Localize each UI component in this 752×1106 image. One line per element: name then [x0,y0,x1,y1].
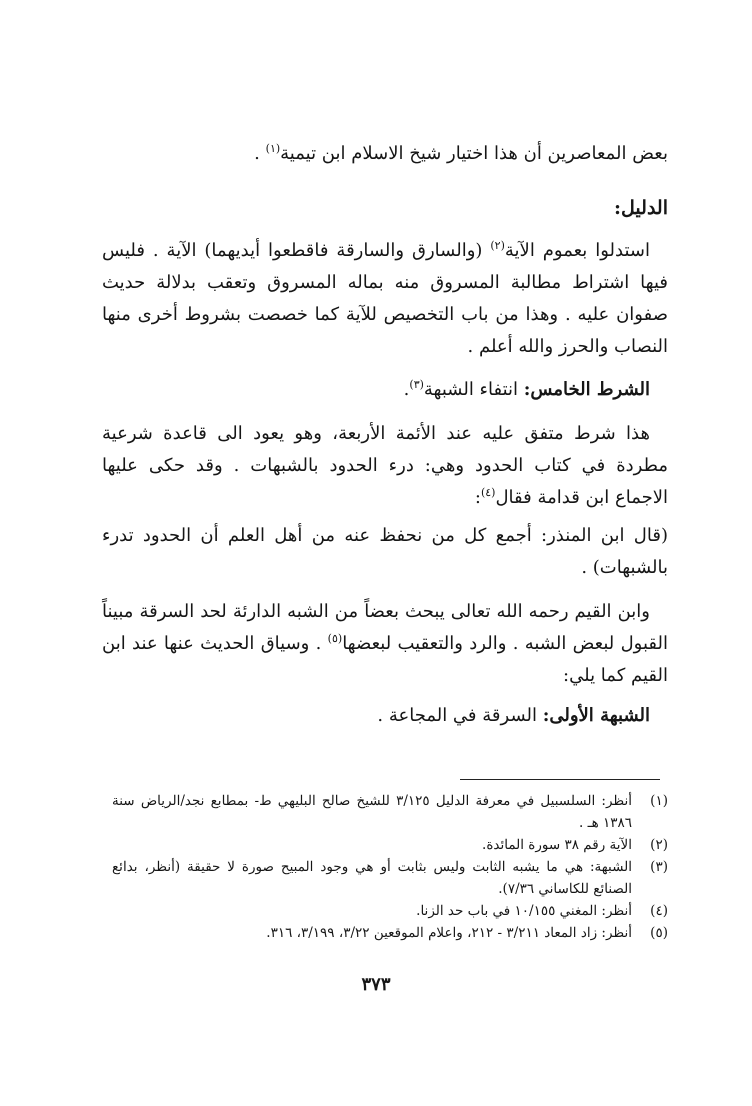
footnote-ref-3: (٣) [409,378,424,391]
footnote-number: (٢) [650,837,668,853]
footnote-text: الآية رقم ٣٨ سورة المائدة. [482,837,632,853]
footnote-text: الشبهة: هي ما يشبه الثابت وليس بثابت أو هي وجود المبيح صورة لا حقيقة (أنظر، بدائع الصنائع للكاساني ٧/٣٦). [112,859,632,897]
paragraph-intro [102,138,668,170]
paragraph-ibn-qayyim [102,596,668,692]
page-number: ٣٧٣ [361,974,391,995]
footnote-ref-5: (٥) [327,632,343,645]
fifth-condition-label: الشرط الخامس: [523,379,650,400]
paragraph-consensus [102,418,668,514]
footnote-number: (٥) [650,925,668,941]
fifth-condition-end: . [403,379,410,400]
footnote-number: (٤) [650,903,668,919]
paragraph-quote-ibn-mundhir: (قال ابن المنذر: أجمع كل من نحفظ عنه من أهل العلم أن الحدود تدرء بالشبهات) . [102,525,668,578]
paragraph-intro-text: بعض المعاصرين أن هذا اختيار شيخ الاسلام ابن تيمية [280,143,668,164]
dalil-heading: الدليل: [614,197,668,219]
footnote-item [112,922,668,944]
footnote-text: أنظر: السلسبيل في معرفة الدليل ٣/١٢٥ للشيخ صالح البليهي ط- بمطابع نجد/الرياض سنة ١٣٨٦ هـ . [112,793,632,831]
footnote-number: (٣) [650,859,668,875]
paragraph-consensus-end: : [474,487,481,508]
fifth-condition-text: انتفاء الشبهة [423,379,524,400]
paragraph-ibn-qayyim-text-a: وابن القيم رحمه الله تعالى يبحث بعضاً من الشبه الدارئة لحد السرقة مبيناً القبول لبعض الشبه . والرد والتعقيب لبعضها [102,601,668,654]
footnote-text: أنظر: المغني ١٠/١٥٥ في باب حد الزنا. [416,903,632,919]
footnote-ref-4: (٤) [480,486,496,499]
paragraph-ibn-qayyim-text-b: . وسياق الحديث عنها عند ابن القيم كما يلي: [102,633,668,686]
first-doubt-text: السرقة في المجاعة . [377,705,543,726]
footnote-separator [460,779,660,780]
first-doubt-label: الشبهة الأولى: [542,705,650,726]
footnote-item [112,900,668,922]
paragraph-dalil [102,235,668,363]
footnote-item [112,834,668,856]
paragraph-consensus-text: هذا شرط متفق عليه عند الأئمة الأربعة، وهو يعود الى قاعدة شرعية مطردة في كتاب الحدود وهي: درء الحدود بالشبهات . وقد حكى عليها الاجماع ابن قدامة فقال [102,423,668,508]
first-doubt-line [102,700,668,732]
footnote-item [112,856,668,900]
paragraph-dalil-text-b: (والسارق والسارقة فاقطعوا أيديهما) الآية . فليس فيها اشتراط مطالبة المسروق منه بماله المسروق وتعقب بدلالة حديث صفوان عليه . وهذا من باب التخصيص للآية كما خصصت بشروط أخرى منها النصاب والحرز والله أعلم . [102,240,668,357]
footnote-text: أنظر: زاد المعاد ٣/٢١١ - ٢١٢، واعلام الموقعين ٣/٢٢، ٣/١٩٩، ٣١٦. [266,925,632,941]
footnote-number: (١) [650,793,668,809]
footnote-ref-1: (١) [265,142,281,155]
footnotes-list [112,790,668,944]
fifth-condition-line [102,374,668,406]
footnote-ref-2: (٢) [490,239,505,252]
footnote-item [112,790,668,834]
paragraph-intro-end: . [254,143,260,164]
paragraph-dalil-text-a: استدلوا بعموم الآية [504,240,650,261]
